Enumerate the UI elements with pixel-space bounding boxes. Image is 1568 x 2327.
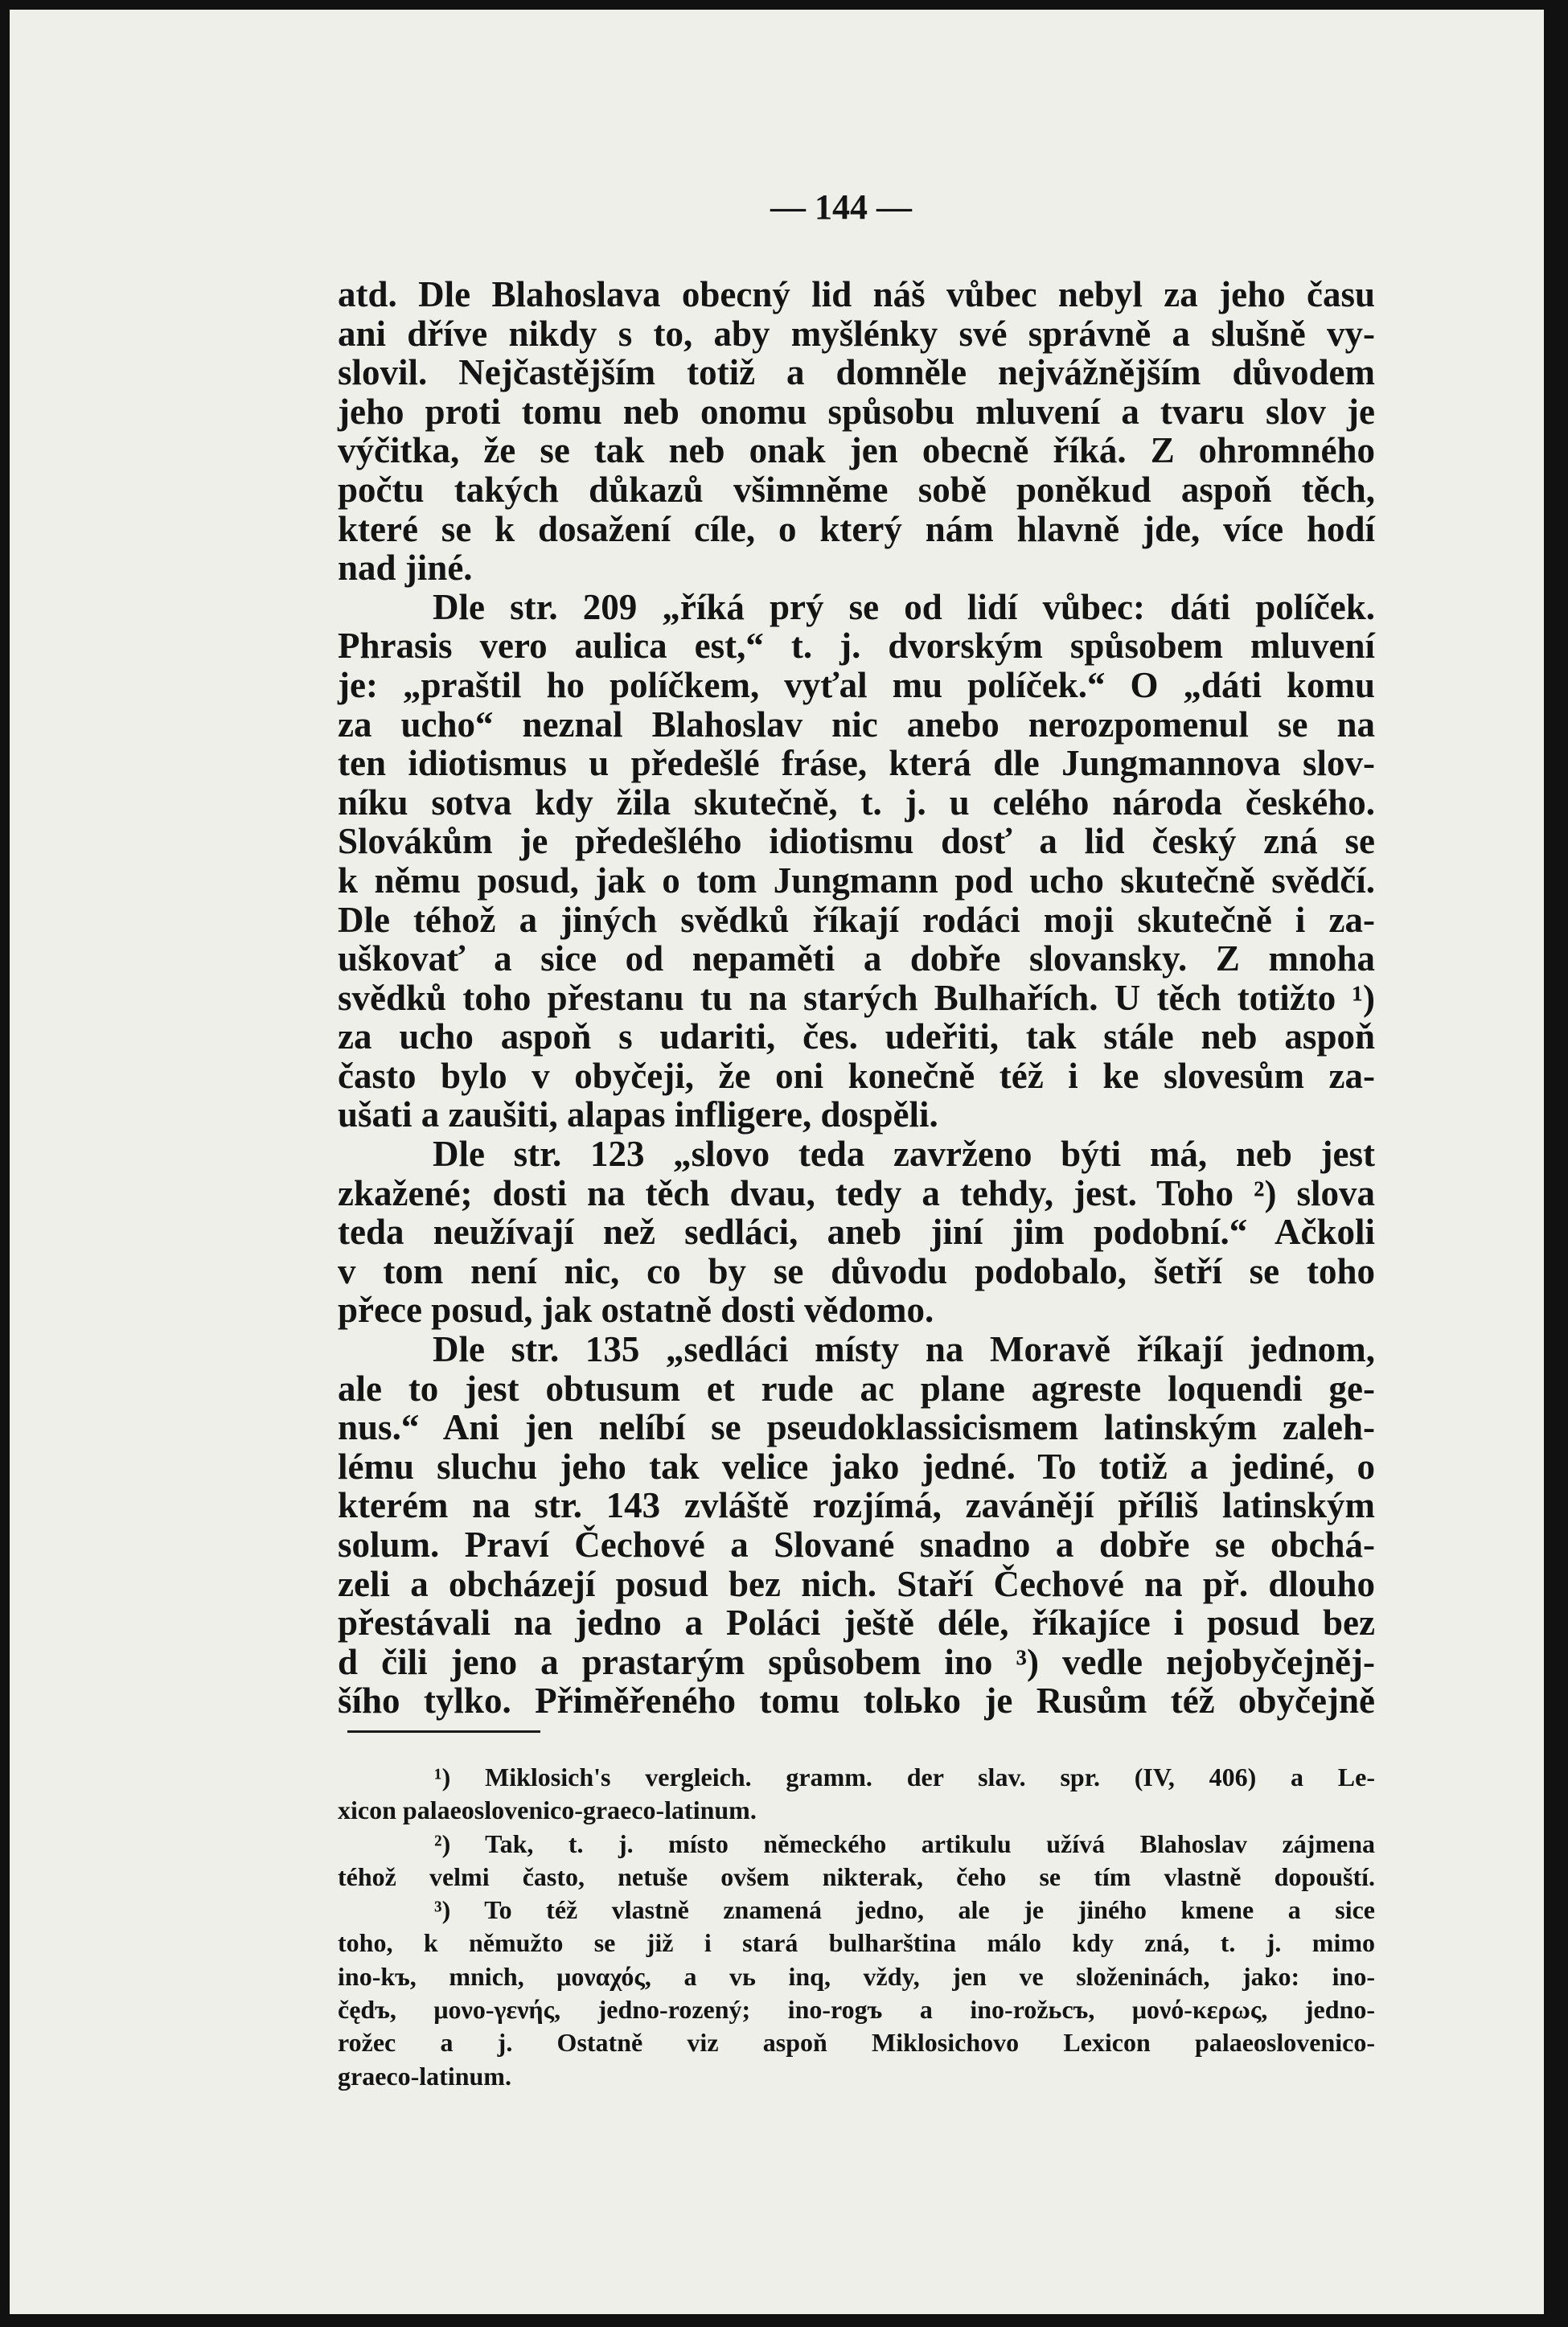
text-line: často bylo v obyčeji, že oni konečně též i ke slovesům za-: [338, 1055, 1375, 1096]
footnote-line: toho, k němužto se již i stará bulharština málo kdy zná, t. j. mimo: [338, 1928, 1375, 1958]
text-line: d čili jeno a prastarým spůsobem ino ³) vedle nejobyčejněj-: [338, 1641, 1375, 1682]
text-line: nus.“ Ani jen nelíbí se pseudoklassicismem latinským zaleh-: [338, 1407, 1375, 1448]
footnote-divider: [347, 1730, 540, 1733]
text-line: v tom není nic, co by se důvodu podobalo, šetří se toho: [338, 1250, 1375, 1291]
footnote-line: xicon palaeoslovenico-graeco-latinum.: [338, 1796, 757, 1825]
text-line: které se k dosažení cíle, o který nám hlavně jde, více hodí: [338, 508, 1375, 549]
footnote-line: téhož velmi často, netuše ovšem nikterak, čeho se tím vlastně dopouští.: [338, 1861, 1375, 1891]
text-line: slovil. Nejčastějším totiž a domněle nejvážnějším důvodem: [338, 352, 1375, 393]
text-line: Dle str. 123 „slovo teda zavrženo býti má, neb jest: [433, 1134, 1375, 1175]
text-line: solum. Praví Čechové a Slované snadno a dobře se obchá-: [338, 1525, 1375, 1565]
text-line: přestávali na jedno a Poláci ještě déle, říkajíce i posud bez: [338, 1603, 1375, 1644]
text-line: kterém na str. 143 zvláště rozjímá, zavánějí příliš latinským: [338, 1485, 1375, 1526]
footnote-line: ino-kъ, mnich, μοναχός, a vь inq, vždy, jen ve složeninách, jako: ino-: [338, 1961, 1375, 1991]
text-line: Dle téhož a jiných svědků říkají rodáci moji skutečně i za-: [338, 899, 1375, 940]
text-line: zeli a obcházejí posud bez nich. Staří Čechové na př. dlouho: [338, 1563, 1375, 1604]
footnote-line: čędъ, μονο-γενής, jedno-rozený; ino-rogъ a ino-rožьсъ, μονό-κερως, jedno-: [338, 1995, 1375, 2025]
footnote-line: rožec a j. Ostatně viz aspoň Miklosichovo Lexicon palaeoslovenico-: [338, 2028, 1375, 2058]
footnotes: [338, 1761, 1375, 2093]
text-line: teda neužívají než sedláci, aneb jiní jim podobní.“ Ačkoli: [338, 1212, 1375, 1253]
text-line: je: „praštil ho políčkem, vyťal mu políček.“ O „dáti komu: [338, 664, 1375, 705]
text-line: ušati a zaušiti, alapas infligere, dospěli.: [338, 1094, 938, 1135]
text-line: Dle str. 135 „sedláci místy na Moravě říkají jednom,: [433, 1329, 1375, 1370]
text-line: ale to jest obtusum et rude ac plane agreste loquendi ge-: [338, 1368, 1375, 1409]
text-line: zkažené; dosti na těch dvau, tedy a tehdy, jest. Toho ²) slova: [338, 1172, 1375, 1213]
text-line: ten idiotismus u předešlé fráse, která dle Jungmannova slov-: [338, 743, 1375, 784]
page-number: — 144 —: [770, 187, 912, 227]
text-line: níku sotva kdy žila skutečně, t. j. u celého národa českého.: [338, 782, 1375, 823]
footnote-line: graeco-latinum.: [338, 2061, 511, 2091]
text-line: přece posud, jak ostatně dosti vědomo.: [338, 1290, 934, 1331]
text-line: svědků toho přestanu tu na starých Bulhařích. U těch totižto ¹): [338, 977, 1375, 1018]
text-line: uškovať a sice od nepaměti a dobře slovansky. Z mnoha: [338, 938, 1375, 979]
text-line: počtu takých důkazů všimněme sobě poněkud aspoň těch,: [338, 469, 1375, 510]
text-line: k němu posud, jak o tom Jungmann pod ucho skutečně svědčí.: [338, 860, 1375, 901]
text-line: za ucho aspoň s udariti, čes. udeřiti, tak stále neb aspoň: [338, 1016, 1375, 1057]
footnote-line: ³) To též vlastně znamená jedno, ale je jiného kmene a sice: [434, 1895, 1375, 1925]
text-line: šího tylko. Přiměřeného tomu tolьko je Rusům též obyčejně: [338, 1681, 1375, 1722]
text-line: Dle str. 209 „říká prý se od lidí vůbec: dáti políček.: [433, 586, 1375, 627]
text-line: atd. Dle Blahoslava obecný lid náš vůbec nebyl za jeho času: [338, 274, 1375, 314]
text-line: lému sluchu jeho tak velice jako jedné. To totiž a jediné, o: [338, 1446, 1375, 1487]
text-line: výčitka, že se tak neb onak jen obecně říká. Z ohromného: [338, 430, 1375, 471]
text-line: Phrasis vero aulica est,“ t. j. dvorským spůsobem mluvení: [338, 626, 1375, 667]
text-line: ani dříve nikdy s to, aby myšlénky své správně a slušně vy-: [338, 313, 1375, 354]
body-text: [338, 275, 1375, 1721]
text-line: za ucho“ neznal Blahoslav nic anebo nerozpomenul se na: [338, 704, 1375, 745]
book-page: [10, 10, 1544, 2314]
text-line: jeho proti tomu neb onomu spůsobu mluvení a tvaru slov je: [338, 391, 1375, 432]
footnote-line: ¹) Miklosich's vergleich. gramm. der slav. spr. (IV, 406) a Le-: [434, 1763, 1375, 1791]
text-line: nad jiné.: [338, 548, 473, 589]
footnote-line: ²) Tak, t. j. místo německého artikulu užívá Blahoslav zájmena: [434, 1828, 1375, 1858]
text-line: Slovákům je předešlého idiotismu dosť a lid český zná se: [338, 821, 1375, 862]
